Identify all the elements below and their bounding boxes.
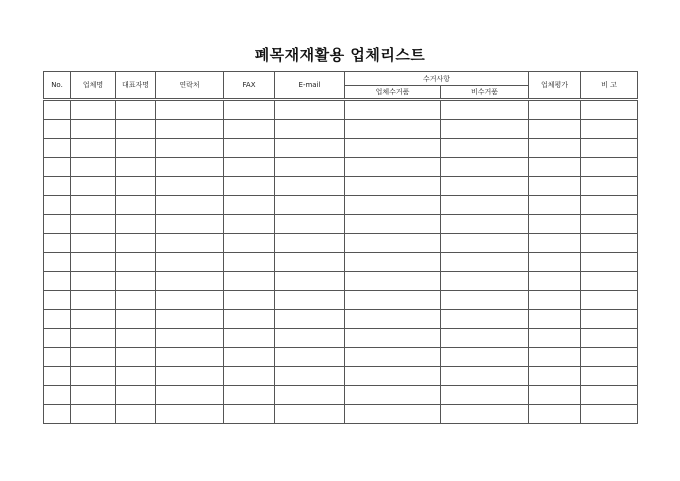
table-cell[interactable] <box>44 367 71 386</box>
table-cell[interactable] <box>116 291 156 310</box>
table-cell[interactable] <box>116 272 156 291</box>
header-collection-group: 수거사항 <box>345 72 529 86</box>
table-cell[interactable] <box>441 253 529 272</box>
table-cell[interactable] <box>345 310 441 329</box>
table-cell[interactable] <box>441 310 529 329</box>
table-cell[interactable] <box>581 272 638 291</box>
table-cell[interactable] <box>275 367 345 386</box>
header-remarks: 비 고 <box>581 72 638 100</box>
page-title: 폐목재재활용 업체리스트 <box>254 46 426 64</box>
table-cell[interactable] <box>71 196 116 215</box>
table-body <box>44 100 638 424</box>
table-row <box>44 120 638 139</box>
table-cell[interactable] <box>224 310 275 329</box>
table-cell[interactable] <box>44 215 71 234</box>
table-cell[interactable] <box>275 196 345 215</box>
table-cell[interactable] <box>345 120 441 139</box>
table-cell[interactable] <box>44 386 71 405</box>
table-cell[interactable] <box>275 272 345 291</box>
table-cell[interactable] <box>224 234 275 253</box>
table-cell[interactable] <box>224 348 275 367</box>
header-evaluation: 업체평가 <box>529 72 581 100</box>
table-cell[interactable] <box>44 405 71 424</box>
table-row <box>44 310 638 329</box>
header-fax: FAX <box>224 72 275 100</box>
table-row <box>44 405 638 424</box>
table-row <box>44 100 638 120</box>
table-cell[interactable] <box>44 272 71 291</box>
table-cell[interactable] <box>345 177 441 196</box>
table-cell[interactable] <box>71 253 116 272</box>
table-cell[interactable] <box>116 367 156 386</box>
table-cell[interactable] <box>529 120 581 139</box>
table-cell[interactable] <box>116 120 156 139</box>
table-cell[interactable] <box>275 291 345 310</box>
table-cell[interactable] <box>529 100 581 120</box>
header-non-collected: 비수거품 <box>441 86 529 100</box>
table-cell[interactable] <box>345 234 441 253</box>
table-cell[interactable] <box>156 234 224 253</box>
table-cell[interactable] <box>156 215 224 234</box>
table-row <box>44 177 638 196</box>
table-cell[interactable] <box>345 100 441 120</box>
table-cell[interactable] <box>44 158 71 177</box>
table-cell[interactable] <box>581 329 638 348</box>
table-cell[interactable] <box>529 253 581 272</box>
table-cell[interactable] <box>441 272 529 291</box>
table-cell[interactable] <box>44 329 71 348</box>
table-cell[interactable] <box>529 386 581 405</box>
table-cell[interactable] <box>156 310 224 329</box>
table-cell[interactable] <box>345 139 441 158</box>
company-list-table <box>43 71 638 424</box>
table-cell[interactable] <box>116 215 156 234</box>
table-cell[interactable] <box>345 215 441 234</box>
table-cell[interactable] <box>156 348 224 367</box>
table-cell[interactable] <box>71 120 116 139</box>
table-cell[interactable] <box>581 177 638 196</box>
table-cell[interactable] <box>345 405 441 424</box>
table-cell[interactable] <box>116 405 156 424</box>
table-cell[interactable] <box>275 310 345 329</box>
table-cell[interactable] <box>581 234 638 253</box>
table-cell[interactable] <box>581 120 638 139</box>
table-cell[interactable] <box>345 329 441 348</box>
table-cell[interactable] <box>44 253 71 272</box>
header-representative: 대표자명 <box>116 72 156 100</box>
table-cell[interactable] <box>44 234 71 253</box>
table-cell[interactable] <box>71 100 116 120</box>
table-cell[interactable] <box>529 215 581 234</box>
table-cell[interactable] <box>529 196 581 215</box>
table-cell[interactable] <box>581 253 638 272</box>
table-cell[interactable] <box>529 367 581 386</box>
table-row <box>44 329 638 348</box>
table-cell[interactable] <box>581 367 638 386</box>
table-cell[interactable] <box>529 291 581 310</box>
table-cell[interactable] <box>275 405 345 424</box>
header-email: E-mail <box>275 72 345 100</box>
table-cell[interactable] <box>529 158 581 177</box>
table-row <box>44 215 638 234</box>
table-cell[interactable] <box>581 386 638 405</box>
table-cell[interactable] <box>529 310 581 329</box>
table-cell[interactable] <box>224 120 275 139</box>
table-cell[interactable] <box>156 329 224 348</box>
table-cell[interactable] <box>224 196 275 215</box>
table-cell[interactable] <box>71 310 116 329</box>
table-cell[interactable] <box>275 348 345 367</box>
table-cell[interactable] <box>224 272 275 291</box>
table-cell[interactable] <box>275 234 345 253</box>
table-row <box>44 158 638 177</box>
table-cell[interactable] <box>529 329 581 348</box>
table-cell[interactable] <box>275 329 345 348</box>
table-cell[interactable] <box>275 100 345 120</box>
table-cell[interactable] <box>275 158 345 177</box>
table-cell[interactable] <box>345 253 441 272</box>
table-row <box>44 291 638 310</box>
table-cell[interactable] <box>581 139 638 158</box>
table-cell[interactable] <box>345 386 441 405</box>
table-cell[interactable] <box>441 386 529 405</box>
table-cell[interactable] <box>224 215 275 234</box>
table-cell[interactable] <box>224 291 275 310</box>
table-cell[interactable] <box>224 139 275 158</box>
table-cell[interactable] <box>44 100 71 120</box>
table-cell[interactable] <box>71 139 116 158</box>
table-cell[interactable] <box>156 386 224 405</box>
table-cell[interactable] <box>71 348 116 367</box>
table-cell[interactable] <box>581 158 638 177</box>
table-cell[interactable] <box>275 177 345 196</box>
table-cell[interactable] <box>345 272 441 291</box>
table-cell[interactable] <box>71 234 116 253</box>
table-cell[interactable] <box>345 196 441 215</box>
table-cell[interactable] <box>581 215 638 234</box>
table-cell[interactable] <box>441 139 529 158</box>
table-cell[interactable] <box>529 348 581 367</box>
table-cell[interactable] <box>275 215 345 234</box>
table-cell[interactable] <box>441 348 529 367</box>
header-company: 업체명 <box>71 72 116 100</box>
table-cell[interactable] <box>345 291 441 310</box>
table-cell[interactable] <box>44 177 71 196</box>
table-cell[interactable] <box>156 367 224 386</box>
table-cell[interactable] <box>71 272 116 291</box>
table-cell[interactable] <box>224 367 275 386</box>
table-cell[interactable] <box>116 139 156 158</box>
table-cell[interactable] <box>224 100 275 120</box>
table-cell[interactable] <box>44 120 71 139</box>
table-cell[interactable] <box>529 177 581 196</box>
table-cell[interactable] <box>71 177 116 196</box>
table-cell[interactable] <box>44 310 71 329</box>
table-cell[interactable] <box>441 120 529 139</box>
table-cell[interactable] <box>156 177 224 196</box>
table-cell[interactable] <box>156 272 224 291</box>
table-cell[interactable] <box>441 405 529 424</box>
table-cell[interactable] <box>116 253 156 272</box>
table-cell[interactable] <box>529 139 581 158</box>
table-cell[interactable] <box>116 177 156 196</box>
table-cell[interactable] <box>71 386 116 405</box>
table-cell[interactable] <box>224 253 275 272</box>
table-cell[interactable] <box>44 196 71 215</box>
table-cell[interactable] <box>441 215 529 234</box>
table-cell[interactable] <box>441 329 529 348</box>
table-cell[interactable] <box>156 253 224 272</box>
table-cell[interactable] <box>71 215 116 234</box>
table-cell[interactable] <box>71 367 116 386</box>
table-cell[interactable] <box>116 100 156 120</box>
table-cell[interactable] <box>581 310 638 329</box>
table-row <box>44 367 638 386</box>
header-company-collected: 업체수거품 <box>345 86 441 100</box>
table-cell[interactable] <box>441 196 529 215</box>
table-row <box>44 196 638 215</box>
table-cell[interactable] <box>44 291 71 310</box>
table-row <box>44 253 638 272</box>
table-cell[interactable] <box>441 367 529 386</box>
table-cell[interactable] <box>441 291 529 310</box>
table-row <box>44 348 638 367</box>
table-cell[interactable] <box>156 405 224 424</box>
table-cell[interactable] <box>581 100 638 120</box>
table-cell[interactable] <box>345 367 441 386</box>
table-cell[interactable] <box>441 100 529 120</box>
table-row <box>44 386 638 405</box>
table-cell[interactable] <box>581 196 638 215</box>
table-row <box>44 139 638 158</box>
table-cell[interactable] <box>345 348 441 367</box>
table-cell[interactable] <box>529 234 581 253</box>
table-cell[interactable] <box>156 291 224 310</box>
table-cell[interactable] <box>275 386 345 405</box>
table-cell[interactable] <box>116 348 156 367</box>
table-cell[interactable] <box>275 139 345 158</box>
table-cell[interactable] <box>71 329 116 348</box>
table-cell[interactable] <box>71 405 116 424</box>
table-cell[interactable] <box>116 386 156 405</box>
table-cell[interactable] <box>345 158 441 177</box>
table-cell[interactable] <box>116 329 156 348</box>
table-cell[interactable] <box>529 405 581 424</box>
table-cell[interactable] <box>224 158 275 177</box>
table-cell[interactable] <box>156 196 224 215</box>
table-cell[interactable] <box>156 100 224 120</box>
table-cell[interactable] <box>581 405 638 424</box>
table-cell[interactable] <box>441 158 529 177</box>
table-cell[interactable] <box>156 139 224 158</box>
table-row <box>44 234 638 253</box>
table-cell[interactable] <box>581 348 638 367</box>
table-cell[interactable] <box>441 177 529 196</box>
table-cell[interactable] <box>156 120 224 139</box>
table-cell[interactable] <box>581 291 638 310</box>
table-cell[interactable] <box>71 291 116 310</box>
table-cell[interactable] <box>116 234 156 253</box>
table-cell[interactable] <box>44 139 71 158</box>
table-cell[interactable] <box>275 120 345 139</box>
table-cell[interactable] <box>224 405 275 424</box>
table-row <box>44 272 638 291</box>
table-cell[interactable] <box>224 386 275 405</box>
table-cell[interactable] <box>441 234 529 253</box>
table-cell[interactable] <box>224 329 275 348</box>
table-cell[interactable] <box>71 158 116 177</box>
table-cell[interactable] <box>529 272 581 291</box>
header-no: No. <box>44 72 71 100</box>
table-cell[interactable] <box>156 158 224 177</box>
table-cell[interactable] <box>44 348 71 367</box>
header-contact: 연락처 <box>156 72 224 100</box>
table-cell[interactable] <box>116 310 156 329</box>
table-cell[interactable] <box>116 196 156 215</box>
table-cell[interactable] <box>224 177 275 196</box>
table-cell[interactable] <box>275 253 345 272</box>
table-cell[interactable] <box>116 158 156 177</box>
